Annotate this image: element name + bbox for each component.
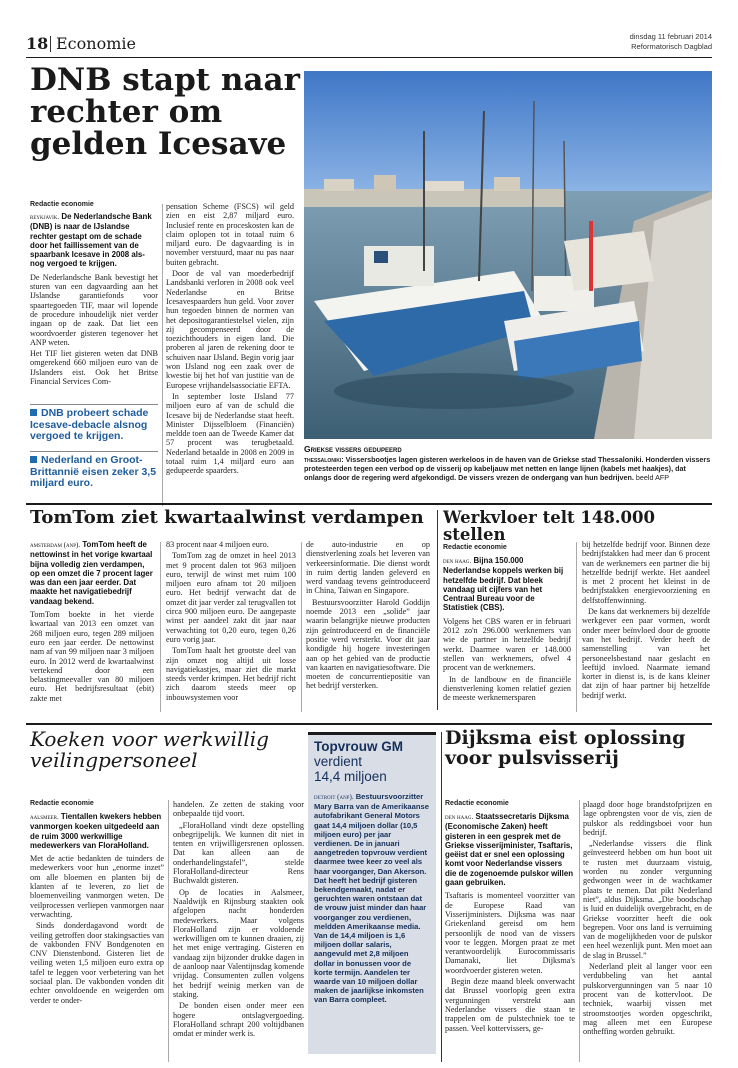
byline: Redactie economie <box>443 544 507 551</box>
paragraph: Met de actie bedankten de tuinders de medewerkers voor hun „enorme inzet” om alle bloemen en planten bij de klanten af te leveren, zo liet de bloemenveiling vanmorgen weten. De veilprocessen verliepen vanmorgen naar verwachting. <box>30 854 164 919</box>
byline: Redactie economie <box>30 201 94 208</box>
section-rule <box>26 723 712 725</box>
article-column <box>583 800 712 1038</box>
paragraph: de auto-industrie en op dienstverlening zoals het leveren van verkeersinformatie. Die dienst wordt in ruim dertig landen geleverd en werd vandaag tevens geïntroduceerd in China, Taiwan en Singapore. <box>306 540 430 596</box>
highlight-item: DNB probeert schade Icesave-debacle alsnog vergoed te krijgen. <box>30 407 149 442</box>
article-headline-dijksma <box>445 729 715 769</box>
fishing-boats-image <box>304 71 712 439</box>
paragraph: De kans dat werknemers bij dezelfde werkgever een paar vormen, wordt onder meer beïnvloed door de grootte van het bedrijf. Verder heeft de samenstelling van het personeelsbestand naar geslacht en leeftijd invloed. Naarmate iemand korter in dienst is, is de kans kleiner dat zijn of haar partner bij hetzelfde bedrijf werkt. <box>582 607 710 700</box>
column-divider <box>301 542 302 712</box>
sidebar-box-gm <box>308 732 436 1054</box>
article-headline-werkvloer: Werkvloer telt 148.000 stellen <box>443 508 655 545</box>
headline-line: DNB stapt naar <box>30 62 300 98</box>
bullet-square-icon <box>30 456 37 463</box>
headline-line: verdient <box>314 754 363 769</box>
lead-text: De Nederlandsche Bank (DNB) is naar de IJslandse rechter gestapt om de schade door het faillissement van de spaarbank Icesave in 2008 als-nog vergoed te krijgen. <box>30 212 152 269</box>
paragraph: plaagd door hoge brandstofprijzen en lage opbrengsten voor de vis, zien de pulskor als reddingsboei voor hun bedrijf. <box>583 800 712 837</box>
dateline: reykjavik. <box>30 213 60 221</box>
article-column <box>582 540 710 702</box>
paragraph: Sinds donderdagavond wordt de veiling getroffen door stakingsacties van de vakbonden FNV Bondgenoten en CNV Dienstenbond. Gisteren liet de veiling weten 1,5 miljoen euro extra op tafel te leggen voor verbetering van het sociaal plan. De vakbonden vonden dit echter onvoldoende en weigerden om verder te onder- <box>30 921 164 1005</box>
paragraph: Het TIF liet gisteren weten dat DNB omgerekend 660 miljoen euro van de IJslanders eist. Ook het Britse Financial Services Com- <box>30 349 158 387</box>
caption-body: Vissersbootjes lagen gisteren werkeloos in de haven van de Griekse stad Thessaloniki. Honderden vissers protesteerden tegen een verbod op de visserij op kabeljauw met netten en lange lijnen (kabels met haakjes), dat onlangs door de regering werd afgekondigd. De vissers vrezen de ondergang van hun bedrijven. <box>304 455 711 482</box>
issue-date: dinsdag 11 februari 2014 <box>629 32 712 41</box>
paragraph: De Nederlandsche Bank bevestigt het sturen van een dagvaarding aan het IJslandse garantiefonds voor spaartegoeden TIF, maar wil lopende de procedure inhoudelijk niet verder ingaan op de zaak. Dat liet een woordvoerder gisteren tegenover het ANP weten. <box>30 272 158 347</box>
paragraph: Op de locaties in Aalsmeer, Naaldwijk en Rijnsburg staakten ook afgelopen nacht honderden medewerkers. Maar volgens FloraHolland zijn er voldoende werkwilligen om te kunnen draaien, zij het met enige vertraging. Gisteren en vandaag zijn bijzonder drukke dagen in de aanloop naar Valentijnsdag komende vrijdag. Consumenten zullen volgens het bedrijf weinig merken van de staking. <box>173 887 304 999</box>
paragraph: Bestuursvoorzitter Mary Barra van de Amerikaanse autofabrikant General Motors gaat 14,4 miljoen dollar (10,5 miljoen euro) per jaar verdienen. De in januari aangetreden topvrouw verdient daarmee twee keer zo veel als haar voorganger, Dan Akerson. Dat heeft het bedrijf gisteren bekendgemaakt, nadat er geruchten waren ontstaan dat de vrouw juist minder dan haar voorganger zou verdienen, meldden Amerikaanse media. Van de 14,4 miljoen is 1,6 miljoen dollar salaris, aangevuld met 2,8 miljoen dollar in bonussen voor de korte termijn. Aandelen ter waarde van 10 miljoen dollar maken de jaarlijkse inkomsten van Barra compleet. <box>314 792 429 1005</box>
paragraph: 83 procent naar 4 miljoen euro. <box>166 540 269 549</box>
article-headline-dnb <box>30 64 300 161</box>
caption-title: Griekse vissers gedupeerd <box>304 444 402 454</box>
paragraph: In september loste IJsland 77 miljoen euro af van de schuld die Icesave bij de Nederlandse staat heeft. Minister Dijsselbloem (Financiën) meldde toen aan de Tweede Kamer dat 57 procent was terugbetaald. Nederland betaalde in 2008 en 2009 in totaal ruim 1,4 miljard euro aan gedupeerde spaarders. <box>166 391 294 476</box>
photo-credit: beeld AFP <box>635 472 670 482</box>
article-column <box>30 812 164 1007</box>
section-name: Economie <box>56 34 136 53</box>
article-column <box>30 212 158 388</box>
paragraph: Bestuursvoorzitter Harold Goddijn noemde 2013 een „solide” jaar waarin belangrijke nieuwe producten zijn geïntroduceerd en de financiële positie werd versterkt. Voor dit jaar kondigde hij hogere investeringen aan op het gebied van de productie van kaarten en navigatiesoftware. Die moeten de concurrentiepositie van het bedrijf versterken. <box>306 597 430 691</box>
highlight-rule <box>30 451 158 452</box>
paragraph: pensation Scheme (FSCS) wil geld zien en eist 2,87 miljard euro. Inclusief rente en proceskosten kan de claim oplopen tot in totaal ruim 6 miljard euro. De dagvaarding is in november verstuurd, maar nu pas naar buiten gebracht. <box>166 202 294 267</box>
paragraph: Door de val van moederbedrijf Landsbanki verloren in 2008 ook veel Nederlandse en Britse Icesavespaarders hun geld. Voor zover hun tegoeden binnen de normen van het depositogarantiestelsel vielen, zijn zij gecompenseerd door de toezichthouders in eigen land. Die proberen al jaren de rekening door te schuiven naar IJsland. Begin vorig jaar won IJsland nog een zaak over de kwestie bij het hof van justitie van de Europese vrijhandelsassociatie EFTA. <box>166 269 294 390</box>
paragraph: Nederland pleit al langer voor een verdubbeling van het aantal pulskorvergunningen van 5 naar 10 procent van de kottervloot. De techniek, waarbij vissen met stroomstootjes worden opgeschrikt, mag alleen met een Europese ontheffing worden gebruikt. <box>583 962 712 1037</box>
article-column <box>30 540 154 705</box>
highlight-item: Nederland en Groot-Brittannië eisen zeker 3,5 miljard euro. <box>30 454 157 489</box>
section-divider <box>50 36 51 52</box>
headline-line: Koeken voor werkwillig <box>30 727 269 751</box>
column-divider <box>160 542 161 712</box>
dateline: amsterdam (anp). <box>30 541 81 549</box>
harbor-photo <box>304 71 712 439</box>
article-column <box>173 800 304 1040</box>
paragraph: TomTom zag de omzet in heel 2013 met 9 procent dalen tot 963 miljoen euro, terwijl de winst met ruim 100 miljoen euro afnam tot 20 miljoen euro. Het bedrijf verwacht dat de omzet dit jaar verder zal terugvallen tot circa 900 miljoen euro. De aangepaste winst per aandeel zakt dit jaar naar verwachting tot 0,20 euro, tegen 0,26 euro vorig jaar. <box>166 551 296 644</box>
dateline: den haag. <box>445 813 474 821</box>
lead-text: Staatssecretaris Dijksma (Economische Zaken) heeft gisteren in een gesprek met de Griekse visserijminister, Tsaftaris, geëist dat er snel een oplossing komt voor Nederlandse vissers die de zogenoemde pulskor willen gaan gebruiken. <box>445 812 574 888</box>
paragraph: De bonden eisen onder meer een hogere ontslagvergoeding. FloraHolland schrapt 200 voltijdbanen omdat er minder werk is. <box>173 1001 304 1039</box>
paragraph: Begin deze maand bleek onverwacht dat Brussel voorlopig geen extra vergunningen verstrekt aan Nederlandse vissers die staan te trappelen om de pulstechniek toe te passen. Veel kottervissers, ge- <box>445 977 575 1033</box>
photo-caption <box>304 444 712 482</box>
caption-text <box>304 456 712 482</box>
byline: Redactie economie <box>30 800 94 807</box>
article-column <box>166 540 296 704</box>
article-column <box>314 792 430 1005</box>
column-divider <box>579 800 580 1062</box>
dateline: aalsmeer. <box>30 813 59 821</box>
paragraph: „Nederlandse vissers die flink geïnvesteerd hebben om hun boot uit te rusten met duurzaam vistuig, worden nu zonder vergunning gedwongen weer in de wachtkamer plaats te nemen. Dat pikt Nederland niet”, aldus Dijksma. „Die boodschap is luid en duidelijk overgebracht, en de Griekse voorzitter heeft die ook begrepen. Voor ons land is verruiming van de mogelijkheden voor de pulskor een heel wezenlijk punt. Men moet aan de slag in Brussel.” <box>583 839 712 960</box>
paragraph: TomTom boekte in het vierde kwartaal van 2013 een omzet van 268 miljoen euro, tegen 289 miljoen euro een jaar eerder. De nettowinst nam af van 99 miljoen naar 3 miljoen euro. In 2012 werd de kwartaalwinst vertekend door een belastingmeevaller van 80 miljoen euro. Het bedrijfsresultaat (ebit) zakte met <box>30 610 154 703</box>
article-headline-koeken <box>30 729 300 771</box>
headline-line: Dijksma eist oplossing <box>445 727 686 749</box>
dateline: den haag. <box>443 557 472 565</box>
paragraph: handelen. Ze zetten de staking voor onbepaalde tijd voort. <box>173 800 304 819</box>
paragraph: Volgens het CBS waren er in februari 2012 zo'n 296.000 werknemers van wie de partner in hetzelfde bedrijf werkt. Daarmee waren er 148.000 stellen van werknemers, ofwel 4 procent van de werknemers. <box>443 616 571 673</box>
headline-line: voor pulsvisserij <box>445 746 619 769</box>
article-column <box>166 202 294 478</box>
lead-text: TomTom heeft de nettowinst in het vorige kwartaal bijna volledig zien verdampen, op een omzet die 7 procent lager was dan een jaar eerder. Dat maakte het navigatiebedrijf vandaag bekend. <box>30 540 153 606</box>
paper-name: Reformatorisch Dagblad <box>631 42 712 51</box>
column-divider <box>168 800 169 1062</box>
lead-text: Bijna 150.000 Nederlandse koppels werken bij hetzelfde bedrijf. Dat bleek vandaag uit cijfers van het Centraal Bureau voor de Statistiek (CBS). <box>443 556 564 613</box>
lead-text: Tientallen kwekers hebben vanmorgen koeken uitgedeeld aan de ruim 3000 werkwillige medewerkers van FloraHolland. <box>30 812 162 850</box>
paragraph: „FloraHolland vindt deze opstelling onbegrijpelijk. We kunnen dit niet in tenten en vrijwilligersrenen oplossen. Dat kan alleen aan de onderhandelingstafel”, stelde FloraHolland-directeur Rens Buchwaldt gisteren. <box>173 820 304 886</box>
paragraph: Tsaftaris is momenteel voorzitter van de Europese Raad van Visserijministers. Dijksma was naar Griekenland gereisd om hem persoonlijk de nood van de vissers voor te leggen. Morgen praat ze met verantwoordelijk Eurocommissaris Damanaki, liet Dijksma's woordvoerder gisteren weten. <box>445 891 575 975</box>
paragraph: In de landbouw en de financiële dienstverlening komen relatief gezien de meeste werknemersparen <box>443 674 571 703</box>
masthead <box>26 32 712 54</box>
section-rule <box>26 503 712 505</box>
column-divider <box>162 204 163 506</box>
article-divider <box>437 510 438 710</box>
masthead-rule <box>26 57 712 58</box>
article-headline-tomtom: TomTom ziet kwartaalwinst verdampen <box>30 507 424 528</box>
headline-line: 14,4 miljoen <box>314 769 387 784</box>
bullet-square-icon <box>30 409 37 416</box>
byline: Redactie economie <box>445 800 509 807</box>
headline-line: veilingpersoneel <box>30 747 198 772</box>
page-number: 18 <box>26 34 49 53</box>
column-divider <box>576 542 577 712</box>
caption-dateline: thessaloniki: <box>304 455 344 464</box>
article-column <box>443 556 571 704</box>
paragraph: bij hetzelfde bedrijf voor. Binnen deze bedrijfstakken had meer dan 6 procent van de werknemers een partner die bij hetzelfde bedrijf werkte. Het aandeel is met 2 procent het kleinst in de bedrijfstakken energievoorziening en delfstoffenwinning. <box>582 540 710 605</box>
article-column <box>445 812 575 1035</box>
paragraph: TomTom haalt het grootste deel van zijn omzet nog altijd uit losse navigatiekastjes, maar ziet die markt steeds verder krimpen. Het bedrijf richt zich daarom steeds meer op inbouwsystemen voor <box>166 646 296 702</box>
article-column <box>306 540 430 693</box>
article-divider <box>441 732 442 1062</box>
highlight-rule <box>30 404 158 405</box>
headline-line: rechter om <box>30 94 223 131</box>
headline-line: Topvrouw GM <box>314 739 403 754</box>
headline-line: gelden Icesave <box>30 126 287 163</box>
article-headline-gm <box>314 739 430 784</box>
dateline: detroit (anp). <box>314 793 354 801</box>
